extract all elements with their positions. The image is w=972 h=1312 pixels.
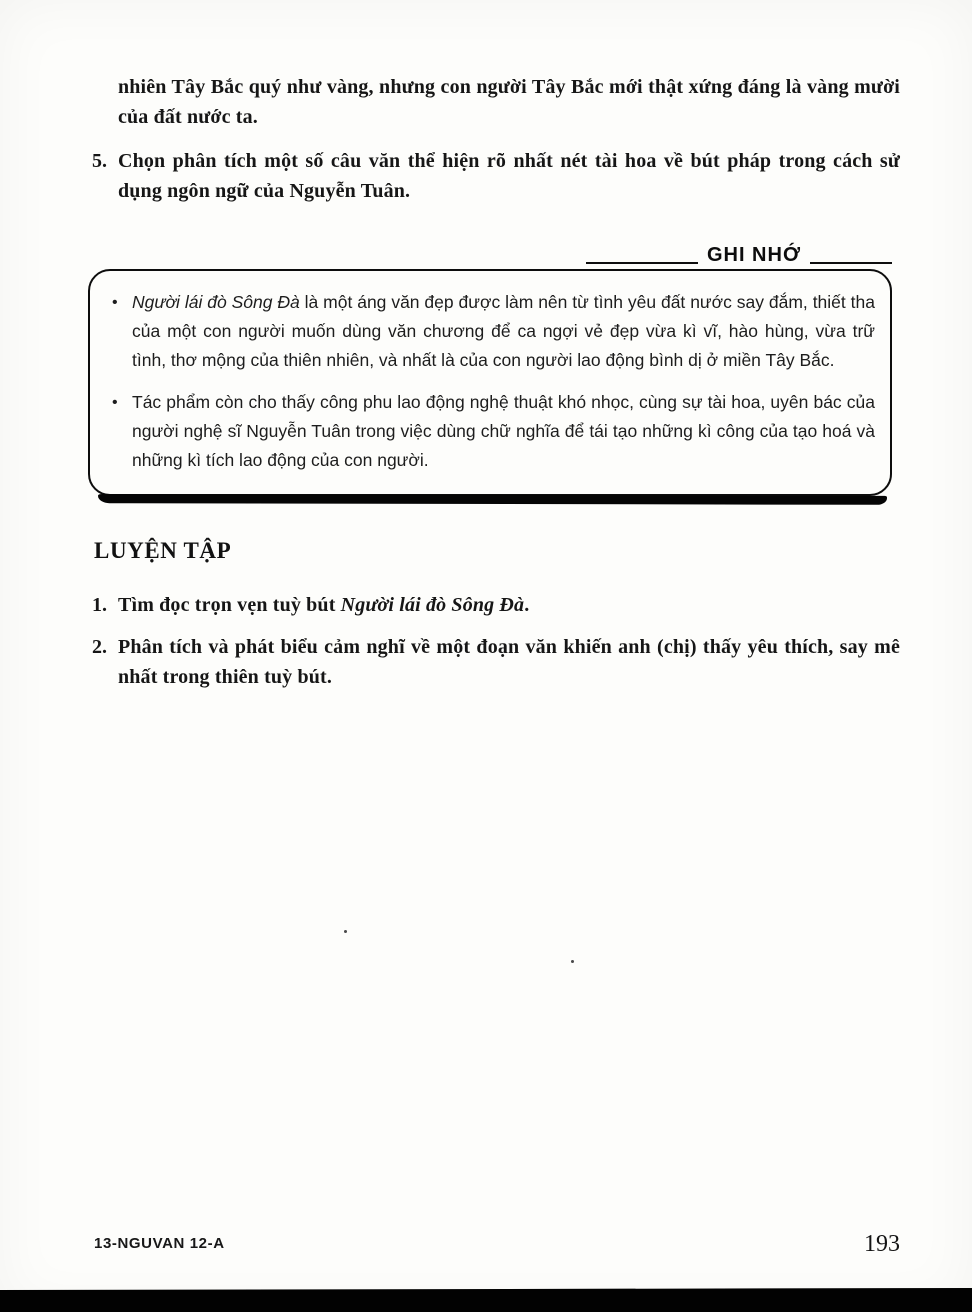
print-signature: 13-NGUVAN 12-A [94,1235,225,1252]
ghi-nho-bullet-1-body: là một áng văn đẹp được làm nên từ tình yêu đất nước say đắm, thiết tha của một con người muốn dùng văn chương để ca ngợi vẻ đẹp vừa kì vĩ, hào hùng, vừa trữ tình, thơ mộng của thiên nhiên, và nhất là của con người lao động bình dị ở miền Tây Bắc. [132,292,875,370]
exercise-1-lead: Tìm đọc trọn vẹn tuỳ bút [118,594,341,616]
exercise-2-number: 2. [92,636,107,658]
work-title-italic: Người lái đò Sông Đà [340,594,525,616]
exercise-1 [92,590,900,620]
ghi-nho-box [88,269,892,496]
luyen-tap-heading: LUYỆN TẬP [94,538,232,563]
exercise-2 [92,632,900,692]
ghi-nho-bullet-2 [109,388,875,475]
ghi-nho-bullet-1 [109,288,875,375]
ghi-nho-bullet-1-text [132,288,875,375]
scan-speck [571,960,574,963]
question-5-number: 5. [92,150,107,172]
question-5-text: Chọn phân tích một số câu văn thể hiện rõ nhất nét tài hoa về bút pháp trong cách sử dụng ngôn ngữ của Nguyễn Tuân. [118,150,900,202]
exercise-1-text [118,590,900,620]
work-title-italic: Người lái đò Sông Đà [132,292,300,312]
exercise-1-tail: . [524,594,530,616]
ghi-nho-rule-right [810,262,892,264]
question-5 [92,146,900,206]
continuation-paragraph: nhiên Tây Bắc quý như vàng, nhưng con người Tây Bắc mới thật xứng đáng là vàng mười của đất nước ta. [118,76,900,128]
ghi-nho-rule-left [586,262,698,264]
ghi-nho-section [88,240,892,496]
exercise-2-text: Phân tích và phát biểu cảm nghĩ về một đoạn văn khiến anh (chị) thấy yêu thích, say mê nhất trong thiên tuỳ bút. [118,636,900,688]
ghi-nho-bullet-2-text: Tác phẩm còn cho thấy công phu lao động nghệ thuật khó nhọc, cùng sự tài hoa, uyên bác của người nghệ sĩ Nguyễn Tuân trong việc dùng chữ nghĩa để tái tạo những kì công của tạo hoá và những kì tích lao động của con người. [132,392,875,470]
bullet-icon: • [112,394,118,411]
ghi-nho-title: GHI NHỚ [706,244,801,266]
page-number: 193 [864,1231,900,1257]
scan-speck [344,930,347,933]
bullet-icon: • [112,294,118,311]
ghi-nho-label-row [88,240,892,266]
exercise-1-number: 1. [92,594,107,616]
scan-edge-bar [0,1288,972,1312]
